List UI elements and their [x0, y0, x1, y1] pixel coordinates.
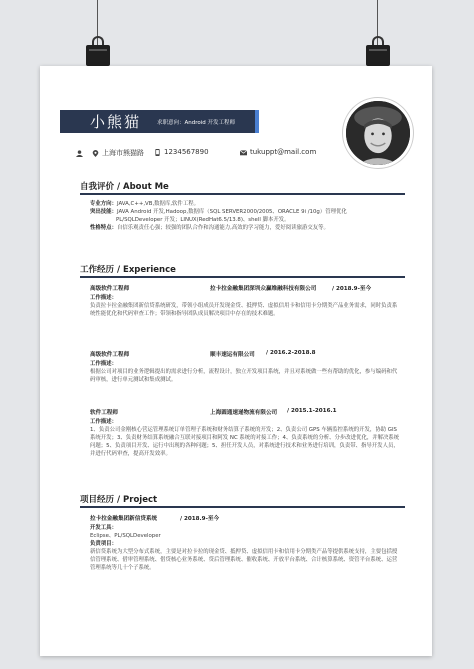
resume-paper: 小熊猫 求职意向：Android 开发工程师 上海市熊猫路 1234567890 tukuppt@mail.com 自我评价 / About Me 专业方向：JAVA,C++,VB,数据库,软件工程。 突出技能：JAVA Android 开发,Hadoop,数据库（SQL SERVER2000/2005、ORACLE 9i /10g）管理优化 PL/SQLDeveloper 开发；LINUX(RedHat6.5/13.8)、shell 脚本开发。 性格特点：自信乐观责任心强；较强的团队合作和沟通能力,高效的学习能力，爱好阅读旅游交友等。 工作经历 / Experience 高级软件工程师 拉卡拉金融集团深圳众赢维融科技有限公司 / 2018.9-至今 工作描述： 负责拉卡拉金融集团新信贷系统研发，带领小组成员开发现金贷、抵押贷、虚拟信用卡和信用卡分期类产品业务需求，同时负责系统性能优化和代码审查工作；带领和指导团队成员解决项目中存在的技术难题。 高级软件工程师 顺丰速运有限公司 / 2016.2-2018.8 工作描述： 根据公司对项目的业务逻辑提出的需求进行分析，流程设计，独立开发项目系统，并且对系统做一些有帮助的优化，参与编码和代码审核，进行单元测试和集成测试。 软件工程师 上海圆通速递物流有限公司 / 2015.1-2016.1 工作描述： 1、负责公司金刚核心营运管理系统订单管理子系统和财务结算子系统的开发；2、负责公司 GPS 车辆监控系统的开发，协助 GIS 系统开发；3、负责财务结算系统融合互联对接项目和阿发 NC 系统的对接工作；4、负责系统的分析、分步改进优化，并解决系统问题；5、负责项目开发、运行中出现的各种问题；5、担任开发人员，对系统进行技术和业务进行培训，负责带、指导开发人员，并进行代码审查，提高开发效率。 项目经历 / Project 拉卡拉金融集团新信贷系统 / 2018.9-至今 开发工具： Eclipse、PL/SQLDeveloper 负责项目： 新信贷系统为大型分布式系统，主要是对拉卡拉的现金贷、抵押贷、虚拟信用卡和信用卡分期类产品等提供系统支持，主要包括授信管理系统、借审管理系统、借贷核心业务系统、贷后管理系统、催收系统、开放平台系统、合计核算系统、资管平台系统、运营管理系统等几十个子系统。 [40, 66, 432, 656]
address-contact [76, 148, 144, 158]
phone-text: 1234567890 [164, 148, 209, 156]
about-content [90, 200, 400, 232]
name-banner [60, 110, 255, 133]
user-icon [76, 150, 83, 157]
binder-clip-icon [86, 36, 110, 66]
about-line: 性格特点：自信乐观责任心强；较强的团队合作和沟通能力,高效的学习能力，爱好阅读旅游交友等。 [90, 225, 329, 231]
binder-clip-icon [366, 36, 390, 66]
job-description: 工作描述： 负责拉卡拉金融集团新信贷系统研发，带领小组成员开发现金贷、抵押贷、虚拟信用卡和信用卡分期类产品业务需求，同时负责系统性能优化和代码审查工作；带领和指导团队成员解决项目中存在的技术难题。 [90, 295, 398, 317]
job-description: 工作描述： 1、负责公司金刚核心营运管理系统订单管理子系统和财务结算子系统的开发；2、负责公司 GPS 车辆监控系统的开发，协助 GIS 系统开发；3、负责财务结算系统融合互联对接项目和阿发 NC 系统的对接工作；4、负责系统的分析、分步改进优化，并解决系统问题；5、负责项目开发、运行中出现的各种问题；5、担任开发人员，对系统进行技术和业务进行培训，负责带、指导开发人员，并进行代码审查，提高开发效率。 [90, 419, 400, 457]
section-project [80, 493, 405, 505]
section-experience-title: 工作经历 / Experience [80, 265, 176, 275]
mail-icon [240, 149, 247, 156]
section-project-title: 项目经历 / Project [80, 495, 158, 505]
avatar [343, 98, 413, 168]
section-experience [80, 263, 405, 275]
section-about-title: 自我评价 / About Me [80, 182, 169, 192]
project-content: 开发工具： Eclipse、PL/SQLDeveloper 负责项目： 新信贷系统为大型分布式系统，主要是对拉卡拉的现金贷、抵押贷、虚拟信用卡和信用卡分期类产品等提供系统支持，主要包括授信管理系统、借审管理系统、借贷核心业务系统、贷后管理系统、催收系统、开放平台系统、合计核算系统、资管平台系统、运营管理系统等几十个子系统。 [90, 525, 398, 571]
about-line: 专业方向：JAVA,C++,VB,数据库,软件工程。 [90, 201, 199, 207]
email-contact [240, 148, 316, 156]
location-icon [92, 150, 99, 157]
address-text: 上海市熊猫路 [102, 149, 144, 157]
about-line: 突出技能：JAVA Android 开发,Hadoop,数据库（SQL SERVER2000/2005、ORACLE 9i /10g）管理优化 [90, 209, 347, 215]
section-about [80, 180, 405, 192]
job-intent: 求职意向：Android 开发工程师 [157, 119, 236, 126]
email-text[interactable]: tukuppt@mail.com [250, 148, 317, 156]
phone-icon [154, 149, 161, 156]
job-description: 工作描述： 根据公司对项目的业务逻辑提出的需求进行分析，流程设计，独立开发项目系统，并且对系统做一些有帮助的优化，参与编码和代码审核，进行单元测试和集成测试。 [90, 361, 398, 383]
candidate-name: 小熊猫 [90, 113, 142, 131]
phone-contact [154, 148, 209, 156]
about-line: PL/SQLDeveloper 开发；LINUX(RedHat6.5/13.8)、shell 脚本开发。 [116, 217, 290, 223]
